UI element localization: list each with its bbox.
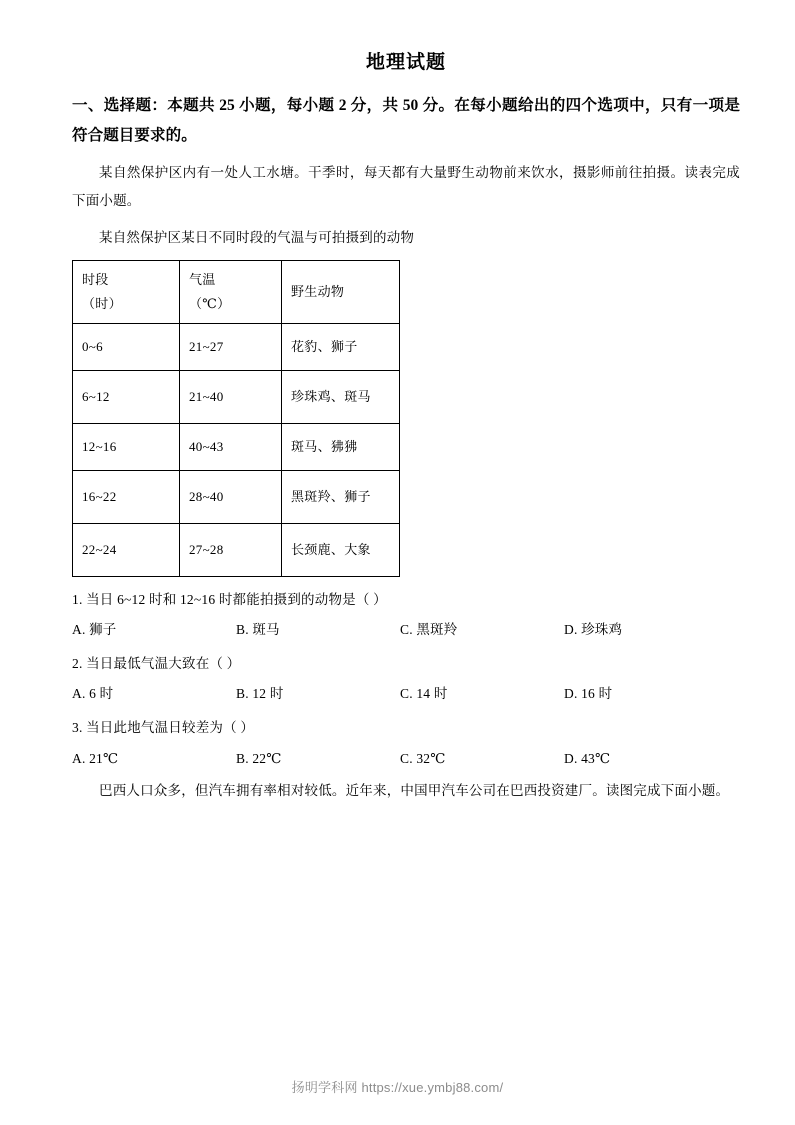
material-paragraph-1: 某自然保护区内有一处人工水塘。干季时，每天都有大量野生动物前来饮水，摄影师前往拍摄。读表完成下面小题。 xyxy=(72,165,740,208)
question-2-options xyxy=(72,674,740,705)
cell-temperature: 40~43 xyxy=(180,423,282,470)
page-content xyxy=(72,0,740,805)
footer-watermark: 扬明学科网 https://xue.ymbj88.com/ xyxy=(291,1080,504,1095)
question-1-stem: 1. 当日 6~12 时和 12~16 时都能拍摄到的动物是（ ） xyxy=(72,591,387,607)
cell-temperature: 27~28 xyxy=(180,523,282,576)
question-1-option-a[interactable]: A. 狮子 xyxy=(72,622,117,638)
temperature-animal-table xyxy=(72,260,400,577)
question-2-option-b[interactable]: B. 12 时 xyxy=(236,686,284,702)
cell-period: 22~24 xyxy=(73,523,180,576)
page-title: 地理试题 xyxy=(365,52,446,73)
cell-animals: 斑马、狒狒 xyxy=(282,423,400,470)
question-1-option-d[interactable]: D. 珍珠鸡 xyxy=(564,622,623,638)
cell-animals: 长颈鹿、大象 xyxy=(282,523,400,576)
cell-animals: 黑斑羚、狮子 xyxy=(282,470,400,523)
table-row xyxy=(73,370,400,423)
header-period-line1: 时段 xyxy=(82,271,109,287)
cell-animals: 花豹、狮子 xyxy=(282,323,400,370)
header-temp-line1: 气温 xyxy=(189,271,216,287)
question-3-option-a[interactable]: A. 21℃ xyxy=(72,750,119,766)
header-cell-temperature xyxy=(180,260,282,323)
question-1-option-b[interactable]: B. 斑马 xyxy=(236,622,280,638)
header-cell-animals xyxy=(282,260,400,323)
table-caption: 某自然保护区某日不同时段的气温与可拍摄到的动物 xyxy=(99,229,415,245)
header-period-line2: （时） xyxy=(82,295,122,311)
cell-period: 0~6 xyxy=(73,323,180,370)
cell-temperature: 21~27 xyxy=(180,323,282,370)
cell-temperature: 28~40 xyxy=(180,470,282,523)
section-heading: 一、选择题：本题共 25 小题，每小题 2 分，共 50 分。在每小题给出的四个选项中，只有一项是符合题目要求的。 xyxy=(72,96,740,145)
header-cell-period xyxy=(73,260,180,323)
question-2-stem: 2. 当日最低气温大致在（ ） xyxy=(72,655,241,671)
question-3-option-d[interactable]: D. 43℃ xyxy=(564,750,611,766)
header-temp-line2: （℃） xyxy=(189,295,231,311)
question-1-options xyxy=(72,610,740,641)
cell-period: 6~12 xyxy=(73,370,180,423)
question-1-option-c[interactable]: C. 黑斑羚 xyxy=(400,622,458,638)
table-row xyxy=(73,470,400,523)
table-header-row xyxy=(73,260,400,323)
table-row xyxy=(73,523,400,576)
question-3-option-b[interactable]: B. 22℃ xyxy=(236,750,282,766)
material-paragraph-2: 巴西人口众多，但汽车拥有率相对较低。近年来，中国甲汽车公司在巴西投资建厂。读图完成下面小题。 xyxy=(99,783,730,799)
cell-period: 12~16 xyxy=(73,423,180,470)
question-2-option-d[interactable]: D. 16 时 xyxy=(564,686,613,702)
question-2-option-c[interactable]: C. 14 时 xyxy=(400,686,448,702)
question-3-stem: 3. 当日此地气温日较差为（ ） xyxy=(72,720,255,736)
question-2-option-a[interactable]: A. 6 时 xyxy=(72,686,114,702)
question-3-option-c[interactable]: C. 32℃ xyxy=(400,750,446,766)
table-row xyxy=(73,323,400,370)
cell-animals: 珍珠鸡、斑马 xyxy=(282,370,400,423)
question-3-options xyxy=(72,739,740,770)
header-animals-label: 野生动物 xyxy=(291,283,345,299)
cell-temperature: 21~40 xyxy=(180,370,282,423)
table-row xyxy=(73,423,400,470)
cell-period: 16~22 xyxy=(73,470,180,523)
